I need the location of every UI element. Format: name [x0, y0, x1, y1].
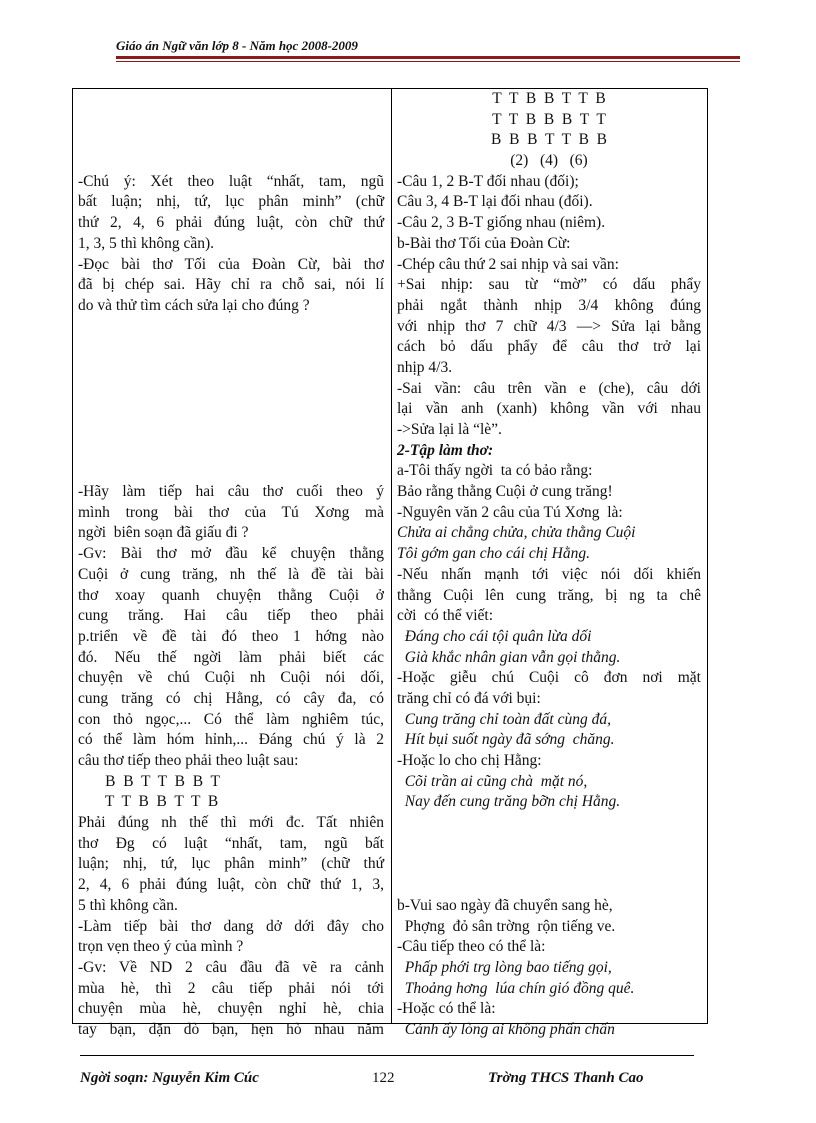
text-line: Phấp phới trg lòng bao tiếng gọi,: [397, 958, 612, 976]
text-line: -Nguyên văn 2 câu của Tú Xơng là:: [397, 503, 623, 521]
text-line: với nhịp thơ 7 chữ 4/3 —> Sửa lại bằng: [397, 317, 701, 335]
text-line: Cảnh ấy lòng ai không phấn chấn: [397, 1020, 615, 1038]
text-line: a-Tôi thấy ngời ta có bảo rằng:: [397, 462, 593, 480]
text-line: -Đọc bài thơ Tối của Đoàn Cừ, bài thơ: [78, 255, 384, 273]
text-line: tay bạn, dặn dò bạn, hẹn hò nhau năm: [78, 1020, 384, 1038]
text-line: [397, 854, 701, 875]
header-rule-thin: [116, 61, 740, 62]
text-line: [397, 834, 701, 855]
text-line: do và thử tìm cách sửa lại cho đúng ?: [78, 296, 310, 314]
text-line: lại vần anh (xanh) không vần với nhau: [397, 400, 701, 418]
text-line: b-Bài thơ Tối của Đoàn Cừ:: [397, 234, 571, 252]
text-line: p.triển về đề tài đó theo 1 hớng nào: [78, 627, 384, 645]
text-line: 2-Tập làm thơ:: [397, 441, 494, 459]
text-line: -Hoặc có thể là:: [397, 1000, 496, 1018]
content-column: [397, 89, 701, 1041]
text-line: cung trăng có chị Hằng, có cây đa, có: [78, 689, 384, 707]
text-line: -Chép câu thứ 2 sai nhịp và sai vần:: [397, 255, 619, 273]
text-line: 1, 3, 5 thì không cần).: [78, 234, 215, 252]
text-line: trọn vẹn theo ý của mình ?: [78, 938, 244, 956]
text-line: mình trong bài thơ của Tú Xơng mà: [78, 503, 384, 521]
footer-rule: [80, 1055, 694, 1056]
text-line: B B T T B B T: [78, 772, 220, 790]
text-line: b-Vui sao ngày đã chuyển sang hè,: [397, 896, 613, 914]
text-line: Phợng đỏ sân trờng rộn tiếng ve.: [397, 917, 616, 935]
text-line: thứ 2, 4, 6 phải đúng luật, còn chữ thứ: [78, 214, 384, 232]
text-line: [78, 151, 384, 172]
text-line: cời có thể viết:: [397, 607, 493, 625]
text-line: [397, 875, 701, 896]
text-line: Tôi gớm gan cho cái chị Hằng.: [397, 545, 590, 563]
text-line: 5 thì không cần.: [78, 896, 178, 914]
text-line: [78, 130, 384, 151]
page-header-title: Giáo án Ngữ văn lớp 8 - Năm học 2008-2009: [116, 38, 358, 53]
text-line: Già khắc nhân gian vẫn gọi thằng.: [397, 648, 621, 666]
text-line: câu thơ tiếp theo phải theo luật sau:: [78, 752, 299, 769]
header-rule: [116, 56, 740, 62]
text-line: -Gv: Bài thơ mở đầu kể chuyện thằng: [78, 545, 384, 563]
text-line: Thoảng hơng lúa chín gió đồng quê.: [397, 979, 635, 997]
text-line: [78, 399, 384, 420]
text-line: T T B B T T B: [492, 90, 606, 107]
text-line: Hít bụi suốt ngày đã sớng chăng.: [397, 731, 615, 749]
text-line: chuyện mùa hè, chuyện nghỉ hè, chia: [78, 1000, 384, 1018]
text-line: mùa hè, thì 2 câu tiếp phải nói tới: [78, 979, 384, 997]
text-line: -Chú ý: Xét theo luật “nhất, tam, ngũ: [78, 172, 384, 190]
text-line: [78, 110, 384, 131]
text-line: -Nếu nhấn mạnh tới việc nói dối khiến: [397, 565, 701, 583]
text-line: -Sai vần: câu trên vần e (che), câu dới: [397, 379, 701, 397]
footer-author: Ngời soạn: Nguyễn Kim Cúc: [80, 1070, 259, 1086]
text-line: Cõi trần ai cũng chà mặt nó,: [397, 772, 588, 790]
lesson-table: [72, 88, 708, 1038]
text-line: cách bỏ dấu phẩy để câu thơ trở lại: [397, 338, 701, 356]
text-line: -Hãy làm tiếp hai câu thơ cuối theo ý: [78, 483, 384, 501]
text-line: +Sai nhịp: sau từ “mờ” có dấu phẩy: [397, 276, 701, 294]
text-line: [78, 420, 384, 441]
text-line: B B B T T B B: [490, 131, 607, 149]
text-line: [78, 379, 384, 400]
text-line: -Câu 1, 2 B-T đối nhau (đối);: [397, 172, 579, 190]
text-line: T T B B T T B: [78, 793, 219, 811]
text-line: -Câu tiếp theo có thể là:: [397, 938, 546, 956]
text-line: ngời biên soạn đã giấu đi ?: [78, 524, 249, 542]
text-line: bất luận; nhị, tứ, lục phân minh” (chữ: [78, 193, 384, 211]
text-line: luận; nhị, tứ, lục phân minh” (chữ thứ: [78, 855, 384, 873]
text-line: có thể làm hóm hỉnh,... Đáng chú ý là 2: [78, 731, 384, 749]
text-line: đó. Nếu thế ngời làm phải biết các: [78, 648, 384, 666]
text-line: -Câu 2, 3 B-T giống nhau (niêm).: [397, 214, 606, 232]
text-line: T T B B B T T: [492, 110, 606, 128]
teacher-activity-column: [78, 89, 384, 1041]
text-line: [397, 813, 701, 834]
text-line: đã bị chép sai. Hãy chỉ ra chỗ sai, nói lí: [78, 276, 384, 294]
text-line: (2) (4) (6): [510, 152, 588, 170]
text-line: 2, 4, 6 phải đúng luật, còn chữ thứ 1, 3,: [78, 876, 384, 894]
text-line: Câu 3, 4 B-T lại đối nhau (đối).: [397, 193, 593, 211]
footer-school: Trờng THCS Thanh Cao: [488, 1070, 644, 1086]
text-line: [78, 89, 384, 110]
text-line: nhịp 4/3.: [397, 358, 453, 376]
text-line: thơ xoay quanh chuyện thằng Cuội ở: [78, 586, 384, 604]
text-line: -Hoặc giễu chú Cuội cô đơn nơi mặt: [397, 669, 701, 687]
text-line: Đáng cho cái tội quân lừa dối: [397, 627, 592, 645]
text-line: chuyện về chú Cuội nh Cuội nói dối,: [78, 669, 384, 687]
text-line: thơ Đg có luật “nhất, tam, ngũ bất: [78, 834, 384, 852]
header-rule-thick: [116, 56, 740, 59]
text-line: Bảo rằng thằng Cuội ở cung trăng!: [397, 483, 613, 501]
text-line: Nay đến cung trăng bỡn chị Hằng.: [397, 793, 621, 811]
text-line: -Hoặc lo cho chị Hằng:: [397, 752, 542, 769]
text-line: phải ngắt thành nhịp 3/4 không đúng: [397, 296, 701, 314]
text-line: [78, 317, 384, 338]
text-line: [78, 337, 384, 358]
text-line: thằng Cuội lên cung trăng, bị ng ta chê: [397, 586, 701, 604]
text-line: Phải đúng nh thế thì mới đc. Tất nhiên: [78, 814, 384, 832]
text-line: -Gv: Về ND 2 câu đầu đã vẽ ra cảnh: [78, 958, 384, 976]
text-line: trăng chỉ có đá với bụi:: [397, 689, 541, 707]
text-line: [78, 461, 384, 482]
text-line: [78, 358, 384, 379]
page-number: 122: [372, 1070, 395, 1086]
text-line: cung trăng. Hai câu tiếp theo phải: [78, 607, 384, 625]
text-line: Cung trăng chỉ toàn đất cùng đá,: [397, 710, 611, 728]
text-line: Cuội ở cung trăng, nh thế là đề tài bài: [78, 565, 384, 583]
column-divider: [391, 89, 392, 1023]
text-line: con thỏ ngọc,... Có thể làm nghiêm túc,: [78, 710, 384, 728]
text-line: ->Sửa lại là “lè”.: [397, 421, 502, 438]
text-line: -Làm tiếp bài thơ dang dở dới đây cho: [78, 917, 384, 935]
text-line: [78, 441, 384, 462]
text-line: Chửa ai chẳng chửa, chửa thằng Cuội: [397, 524, 636, 542]
